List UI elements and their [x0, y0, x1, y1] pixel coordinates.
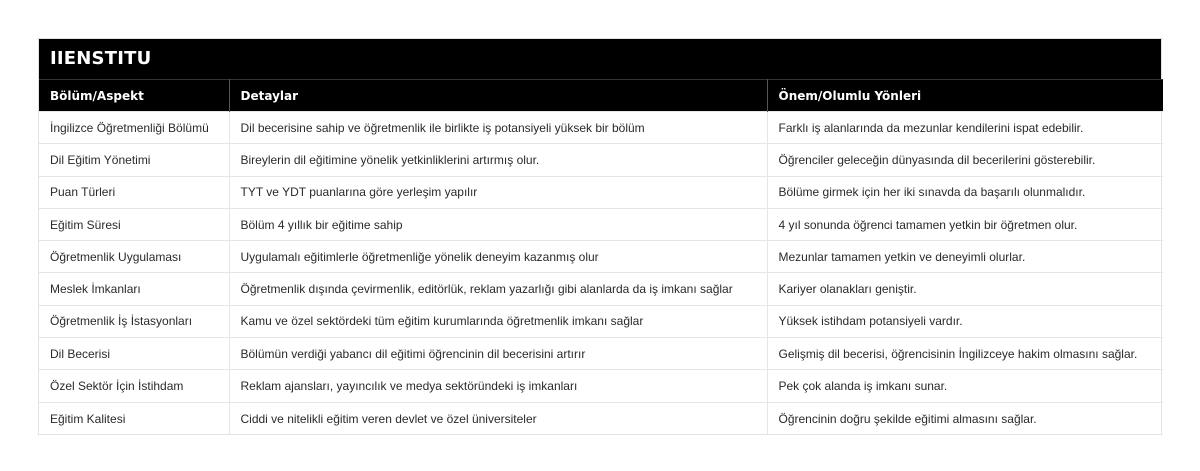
content-table-card [38, 38, 1162, 435]
cell-details: Reklam ajansları, yayıncılık ve medya sektöründeki iş imkanları [229, 370, 767, 402]
brand-title: IIENSTITU [39, 39, 1161, 79]
table-row [39, 241, 1163, 273]
info-table [39, 79, 1163, 434]
cell-benefits: Kariyer olanakları geniştir. [767, 273, 1163, 305]
column-header-benefits: Önem/Olumlu Yönleri [767, 80, 1163, 112]
cell-benefits: Yüksek istihdam potansiyeli vardır. [767, 305, 1163, 337]
cell-aspect: Puan Türleri [39, 176, 229, 208]
cell-details: Bölüm 4 yıllık bir eğitime sahip [229, 208, 767, 240]
cell-benefits: Gelişmiş dil becerisi, öğrencisinin İngilizceye hakim olmasını sağlar. [767, 338, 1163, 370]
cell-aspect: Eğitim Kalitesi [39, 402, 229, 434]
table-row [39, 273, 1163, 305]
cell-benefits: Farklı iş alanlarında da mezunlar kendilerini ispat edebilir. [767, 112, 1163, 144]
table-header-row [39, 80, 1163, 112]
cell-aspect: Meslek İmkanları [39, 273, 229, 305]
cell-benefits: Mezunlar tamamen yetkin ve deneyimli olurlar. [767, 241, 1163, 273]
table-row [39, 402, 1163, 434]
table-row [39, 305, 1163, 337]
cell-details: Ciddi ve nitelikli eğitim veren devlet ve özel üniversiteler [229, 402, 767, 434]
cell-benefits: Bölüme girmek için her iki sınavda da başarılı olunmalıdır. [767, 176, 1163, 208]
cell-aspect: Öğretmenlik Uygulaması [39, 241, 229, 273]
cell-details: TYT ve YDT puanlarına göre yerleşim yapılır [229, 176, 767, 208]
table-row [39, 112, 1163, 144]
cell-benefits: Öğrenciler geleceğin dünyasında dil becerilerini gösterebilir. [767, 144, 1163, 176]
cell-benefits: Öğrencinin doğru şekilde eğitimi almasını sağlar. [767, 402, 1163, 434]
cell-aspect: İngilizce Öğretmenliği Bölümü [39, 112, 229, 144]
table-row [39, 370, 1163, 402]
cell-details: Uygulamalı eğitimlerle öğretmenliğe yönelik deneyim kazanmış olur [229, 241, 767, 273]
cell-benefits: Pek çok alanda iş imkanı sunar. [767, 370, 1163, 402]
table-body [39, 112, 1163, 435]
table-row [39, 338, 1163, 370]
cell-details: Dil becerisine sahip ve öğretmenlik ile birlikte iş potansiyeli yüksek bir bölüm [229, 112, 767, 144]
column-header-details: Detaylar [229, 80, 767, 112]
cell-aspect: Dil Eğitim Yönetimi [39, 144, 229, 176]
cell-details: Bireylerin dil eğitimine yönelik yetkinliklerini artırmış olur. [229, 144, 767, 176]
cell-aspect: Özel Sektör İçin İstihdam [39, 370, 229, 402]
cell-aspect: Dil Becerisi [39, 338, 229, 370]
cell-aspect: Eğitim Süresi [39, 208, 229, 240]
column-header-aspect: Bölüm/Aspekt [39, 80, 229, 112]
table-row [39, 176, 1163, 208]
cell-details: Kamu ve özel sektördeki tüm eğitim kurumlarında öğretmenlik imkanı sağlar [229, 305, 767, 337]
cell-benefits: 4 yıl sonunda öğrenci tamamen yetkin bir öğretmen olur. [767, 208, 1163, 240]
table-row [39, 208, 1163, 240]
cell-details: Bölümün verdiği yabancı dil eğitimi öğrencinin dil becerisini artırır [229, 338, 767, 370]
table-row [39, 144, 1163, 176]
cell-aspect: Öğretmenlik İş İstasyonları [39, 305, 229, 337]
cell-details: Öğretmenlik dışında çevirmenlik, editörlük, reklam yazarlığı gibi alanlarda da iş imkanı sağlar [229, 273, 767, 305]
